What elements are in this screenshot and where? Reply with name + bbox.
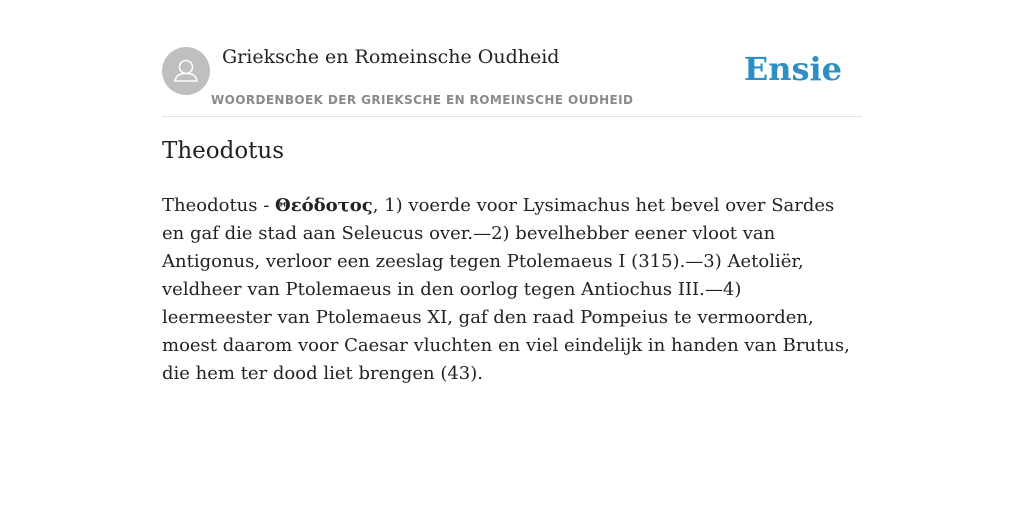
greek-term: Θεόδοτος	[275, 195, 373, 216]
site-subtitle: WOORDENBOEK DER GRIEKSCHE EN ROMEINSCHE OUDHEID	[211, 93, 634, 107]
entry-definition	[162, 192, 852, 388]
site-title[interactable]: Grieksche en Romeinsche Oudheid	[222, 46, 560, 68]
definition-text: , 1) voerde voor Lysimachus het bevel over Sardes en gaf die stad aan Seleucus over.—2) bevelhebber eener vloot van Antigonus, verloor een zeeslag tegen Ptolemaeus I (315).—3) Aetoliër, veldheer van Ptolemaeus in den oorlog tegen Antiochus III.—4) leermeester van Ptolemaeus XI, gaf den raad Pompeius te vermoorden, moest daarom voor Caesar vluchten en viel eindelijk in handen van Brutus, die hem ter dood liet brengen (43).	[162, 195, 850, 384]
ensie-logo-link[interactable]: Ensie	[743, 50, 842, 88]
avatar-person-icon	[162, 47, 210, 95]
user-avatar-icon[interactable]	[162, 47, 210, 95]
term-separator: -	[257, 195, 276, 216]
entry-term: Theodotus	[162, 195, 258, 216]
header	[162, 46, 862, 117]
entry-title: Theodotus	[162, 138, 285, 164]
